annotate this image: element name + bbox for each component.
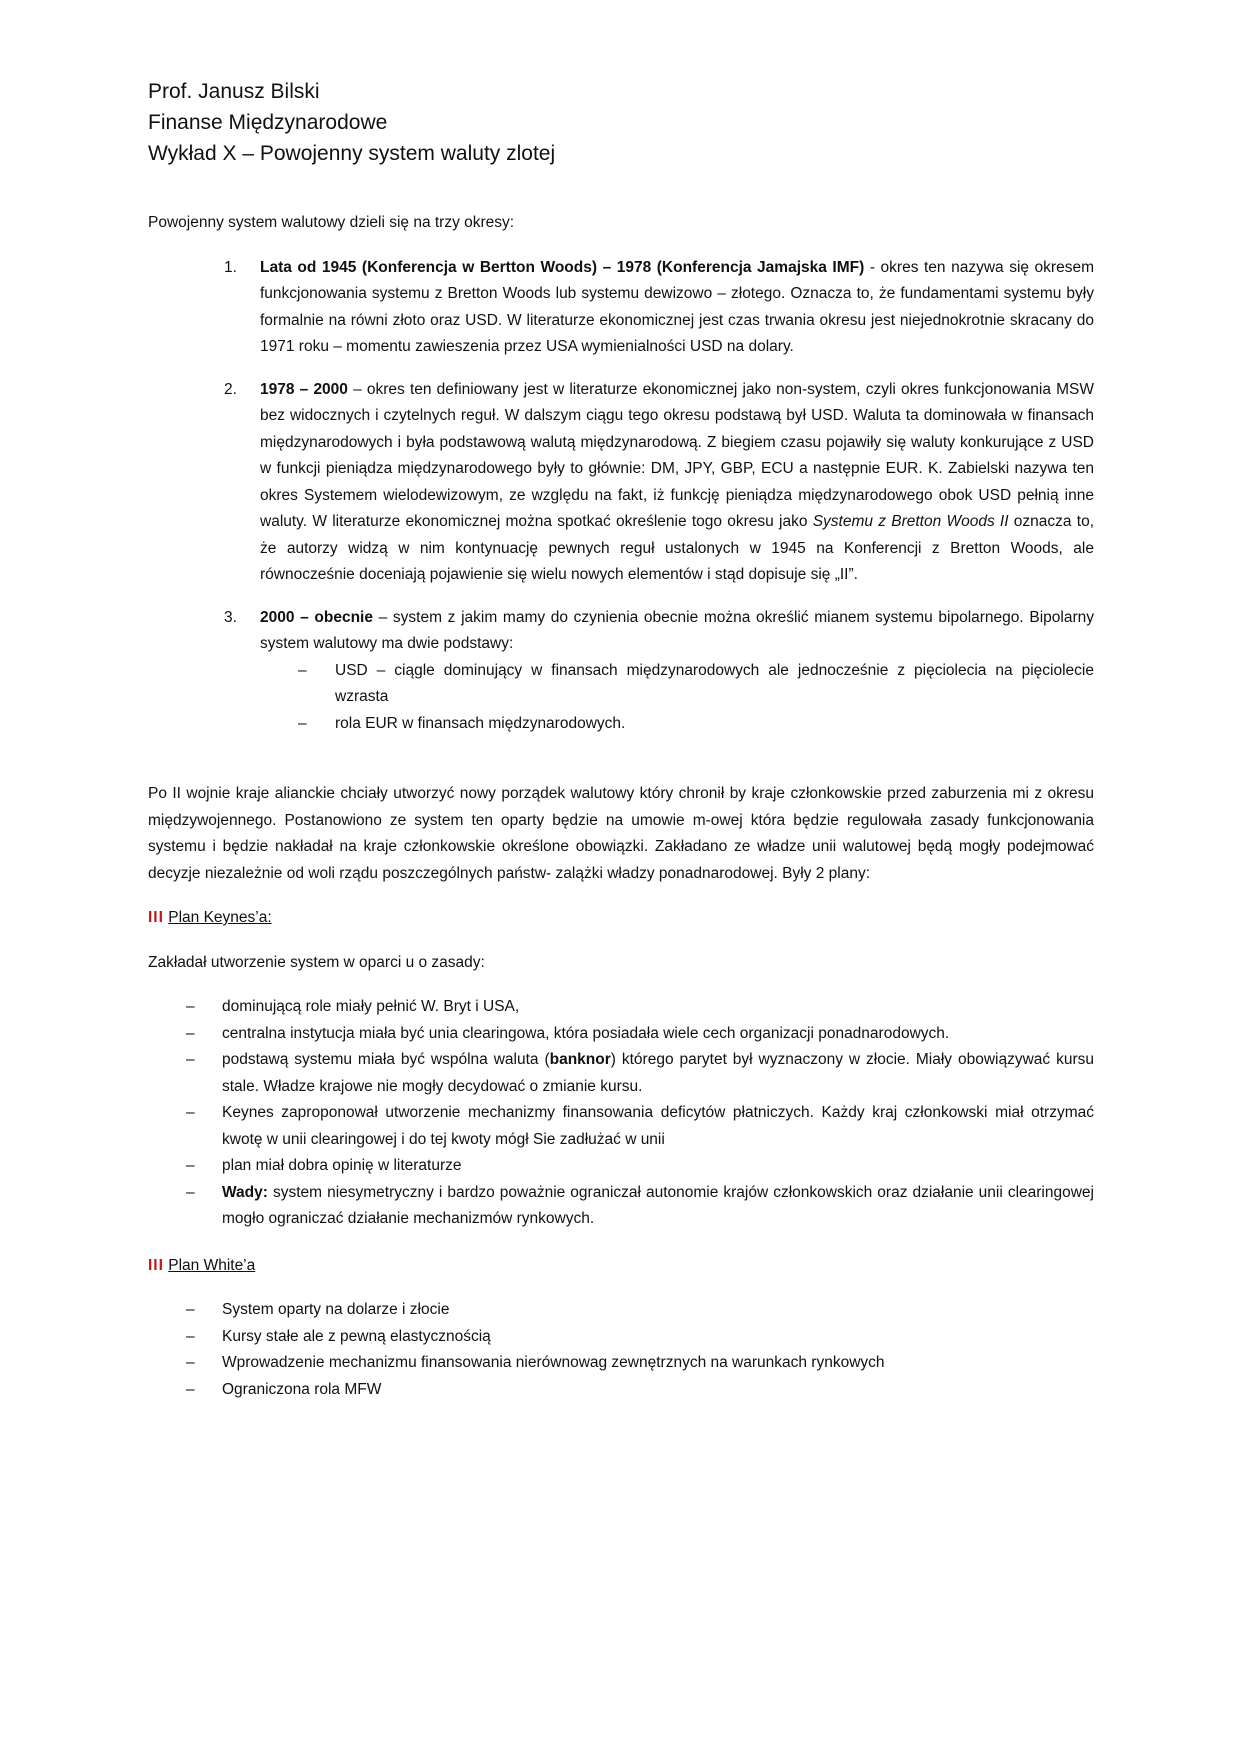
dash-bullet-icon: – xyxy=(298,714,307,732)
periods-list xyxy=(148,255,1094,658)
dash-bullet-icon: – xyxy=(186,1051,195,1068)
list-item: – Wprowadzenie mechanizmu finansowania nierównowag zewnętrznych na warunkach rynkowych xyxy=(186,1350,1094,1377)
period-heading: Lata od 1945 (Konferencja w Bertton Woods) – 1978 (Konferencja Jamajska IMF) xyxy=(260,258,865,276)
period-heading: 2000 – obecnie xyxy=(260,608,373,626)
dash-bullet-icon: – xyxy=(186,1104,195,1121)
period-text-cont: oznacza to, że autorzy widzą w nim kontynuację pewnych reguł ustalonych w 1945 na Konferencji z Bretton Woods, ale równocześnie doceniają pojawienie się wielu nowych elementów i stąd dopisuje się „II”. xyxy=(260,513,1095,583)
currency-name: banknor xyxy=(549,1051,611,1068)
list-number: 3. xyxy=(224,608,237,626)
list-item: – Keynes zaproponował utworzenie mechanizmy finansowania deficytów płatniczych. Każdy kraj członkowski miał otrzymać kwotę w unii clearingowej i do tej kwoty mógł Sie zadłużać w unii xyxy=(186,1100,1094,1153)
period-item-2 xyxy=(224,377,1094,589)
author-line: Prof. Janusz Bilski xyxy=(148,80,320,103)
list-item: – Kursy stałe ale z pewną elastycznością xyxy=(186,1324,1094,1351)
lecture-title: Wykład X – Powojenny system waluty zlotej xyxy=(148,142,556,165)
document-header xyxy=(148,76,555,169)
dash-bullet-icon: – xyxy=(186,1157,195,1174)
period-text: – system z jakim mamy do czynienia obecnie można określić mianem systemu bipolarnego. Bipolarny system walutowy ma dwie podstawy: xyxy=(260,608,1094,652)
dash-bullet-icon: – xyxy=(186,1380,195,1398)
list-item: – centralna instytucja miała być unia clearingowa, która posiadała wiele cech organizacji ponadnarodowych. xyxy=(186,1021,1094,1048)
section-title: Plan Keynes’a: xyxy=(168,909,272,926)
postwar-paragraph: Po II wojnie kraje alianckie chciały utworzyć nowy porządek walutowy który chronił by kraje członkowskie przed zaburzenia mi z okresu międzywojennego. Postanowiono ze system ten oparty będzie na umowie m-owej która będzie regulowała zasady funkcjonowania systemu i będzie nakładał na kraje członkowskie określone obowiązki. Zakładano ze władze unii walutowej będą mogły podejmować decyzje niezależnie od woli rządu poszczególnych państw- zalążki władzy ponadnarodowej. Były 2 plany: xyxy=(148,785,1094,882)
italic-term: Systemu z Bretton Woods II xyxy=(812,513,1009,530)
white-plan-list xyxy=(148,1297,1094,1403)
period-heading: 1978 – 2000 xyxy=(260,380,348,398)
list-item: – plan miał dobra opinię w literaturze xyxy=(186,1153,1094,1180)
white-plan-heading xyxy=(148,1253,1094,1280)
marker-icon: III xyxy=(148,1256,164,1274)
list-item: – podstawą systemu miała być wspólna waluta (banknor) którego parytet był wyznaczony w złocie. Miały obowiązywać kursu stale. Władze krajowe nie mogły decydować o zmianie kursu. xyxy=(186,1047,1094,1100)
section-title: Plan White’a xyxy=(168,1256,256,1274)
list-item: – System oparty na dolarze i złocie xyxy=(186,1297,1094,1324)
dash-bullet-icon: – xyxy=(186,1301,195,1318)
keynes-plan-list xyxy=(148,994,1094,1233)
list-item: – rola EUR w finansach międzynarodowych. xyxy=(298,711,1094,738)
period-item-1 xyxy=(224,255,1094,361)
dash-bullet-icon: – xyxy=(186,1024,195,1042)
list-number: 1. xyxy=(224,258,237,276)
dash-bullet-icon: – xyxy=(186,1183,195,1201)
intro-paragraph: Powojenny system walutowy dzieli się na trzy okresy: xyxy=(148,214,515,231)
list-item: – Wady: system niesymetryczny i bardzo poważnie ograniczał autonomie krajów członkowskich oraz działanie unii clearingowej mogło ograniczać działanie mechanizmów rynkowych. xyxy=(186,1180,1094,1233)
dash-bullet-icon: – xyxy=(186,998,195,1015)
list-item: – USD – ciągle dominujący w finansach międzynarodowych ale jednocześnie z pięciolecia na pięciolecie wzrasta xyxy=(298,658,1094,711)
dash-bullet-icon: – xyxy=(186,1327,195,1345)
list-item: – dominującą role miały pełnić W. Bryt i USA, xyxy=(186,994,1094,1021)
drawbacks-label: Wady: xyxy=(222,1183,268,1201)
document-body xyxy=(148,210,1094,1403)
keynes-assumption: Zakładał utworzenie system w oparci u o zasady: xyxy=(148,953,485,971)
period-text: - okres ten nazywa się okresem funkcjonowania systemu z Bretton Woods lub systemu dewizowo – złotego. Oznacza to, że fundamentami systemu były formalnie na równi złoto oraz USD. W literaturze ekonomicznej jest czas trwania okresu jest niejednokrotnie skracany do 1971 roku – momentu zawieszenia przez USA wymienialności USD na dolary. xyxy=(260,258,1094,355)
dash-bullet-icon: – xyxy=(298,661,307,679)
period-text: – okres ten definiowany jest w literaturze ekonomicznej jako non-system, czyli okres funkcjonowania MSW bez widocznych i czytelnych reguł. W dalszym ciągu tego okresu podstawą był USD. Waluta ta dominowała w finansach międzynarodowych i była podstawową walutą międzynarodową. Z biegiem czasu pojawiły się waluty konkurujące z USD w funkcji pieniądza międzynarodowego były to głównie: DM, JPY, GBP, ECU a następnie EUR. K. Zabielski nazywa ten okres Systemem wielodewizowym, ze względu na fakt, iż funkcję pieniądza międzynarodowego obok USD pełnią inne waluty. W literaturze ekonomicznej można spotkać określenie togo okresu jako xyxy=(260,380,1095,530)
list-item: – Ograniczona rola MFW xyxy=(186,1377,1094,1404)
list-number: 2. xyxy=(224,380,237,398)
course-title: Finanse Międzynarodowe xyxy=(148,111,388,134)
period-item-3 xyxy=(224,605,1094,658)
keynes-plan-heading xyxy=(148,905,1094,932)
dash-bullet-icon: – xyxy=(186,1354,195,1371)
bipolar-foundations-list xyxy=(224,658,1094,738)
marker-icon: III xyxy=(148,909,164,926)
